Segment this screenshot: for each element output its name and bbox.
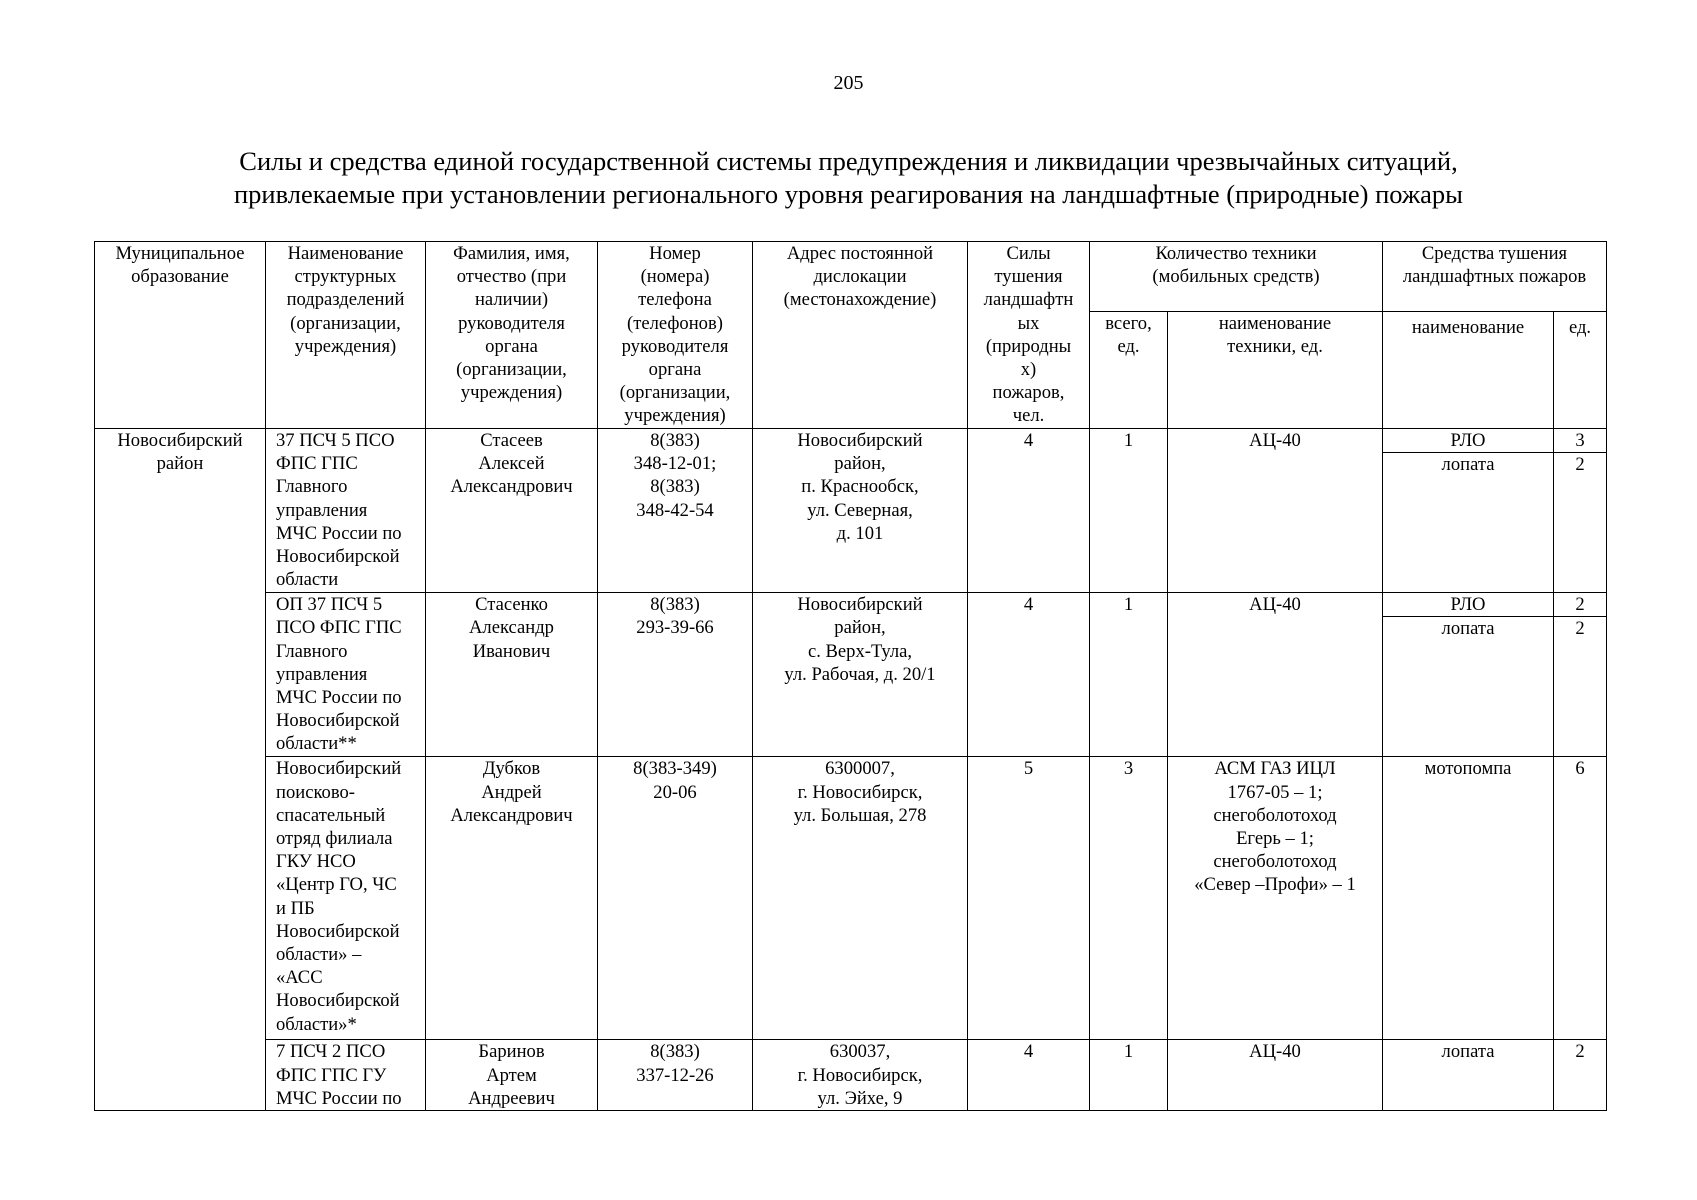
municipality-cell: Новосибирский район [95, 429, 266, 1111]
table-row [95, 757, 1607, 1040]
means-qty-cell: 2 [1554, 453, 1607, 593]
title-line-2: привлекаемые при установлении регионального уровня реагирования на ландшафтные (природные) пожары [234, 179, 1463, 209]
head-cell: Дубков Андрей Александрович [426, 757, 598, 1040]
page-number: 205 [833, 72, 864, 94]
address-cell: Новосибирский район, п. Краснообск, ул. Северная, д. 101 [753, 429, 968, 593]
header-vehicles-total: всего, ед. [1090, 312, 1168, 429]
vehicles-total-cell: 1 [1090, 1040, 1168, 1111]
document-title [0, 145, 1697, 211]
table-body [95, 429, 1607, 1111]
forces-cell: 4 [968, 1040, 1090, 1111]
vehicles-cell: АЦ-40 [1168, 593, 1383, 757]
vehicles-cell: АЦ-40 [1168, 1040, 1383, 1111]
means-qty-cell: 6 [1554, 757, 1607, 1040]
means-qty-cell: 2 [1554, 593, 1607, 617]
vehicles-cell: АЦ-40 [1168, 429, 1383, 593]
head-cell: Стасеев Алексей Александрович [426, 429, 598, 593]
means-name-cell: РЛО [1383, 593, 1554, 617]
means-name-cell: РЛО [1383, 429, 1554, 453]
address-cell: Новосибирский район, с. Верх-Тула, ул. Рабочая, д. 20/1 [753, 593, 968, 757]
header-vehicles-names: наименование техники, ед. [1168, 312, 1383, 429]
means-qty-cell: 2 [1554, 617, 1607, 757]
means-name-cell: лопата [1383, 1040, 1554, 1111]
header-unit-name: Наименование структурных подразделений (организации, учреждения) [266, 242, 426, 429]
forces-cell: 4 [968, 593, 1090, 757]
forces-cell: 5 [968, 757, 1090, 1040]
forces-table [94, 241, 1607, 1111]
header-head-name: Фамилия, имя, отчество (при наличии) руководителя органа (организации, учреждения) [426, 242, 598, 429]
phone-cell: 8(383-349) 20-06 [598, 757, 753, 1040]
address-cell: 6300007, г. Новосибирск, ул. Большая, 278 [753, 757, 968, 1040]
header-address: Адрес постоянной дислокации (местонахождение) [753, 242, 968, 429]
vehicles-cell: АСМ ГАЗ ИЦЛ 1767-05 – 1; снегоболотоход Егерь – 1; снегоболотоход «Север –Профи» – 1 [1168, 757, 1383, 1040]
phone-cell: 8(383) 337-12-26 [598, 1040, 753, 1111]
header-means-name: наименование [1383, 312, 1554, 429]
means-name-cell: лопата [1383, 617, 1554, 757]
table-row [95, 593, 1607, 617]
phone-cell: 8(383) 293-39-66 [598, 593, 753, 757]
head-cell: Стасенко Александр Иванович [426, 593, 598, 757]
unit-cell: Новосибирский поисково- спасательный отряд филиала ГКУ НСО «Центр ГО, ЧС и ПБ Новосибирской области» – «АСС Новосибирской области»* [266, 757, 426, 1040]
vehicles-total-cell: 1 [1090, 593, 1168, 757]
address-cell: 630037, г. Новосибирск, ул. Эйхе, 9 [753, 1040, 968, 1111]
header-vehicles-group: Количество техники (мобильных средств) [1090, 242, 1383, 312]
head-cell: Баринов Артем Андреевич [426, 1040, 598, 1111]
header-phone: Номер (номера) телефона (телефонов) руководителя органа (организации, учреждения) [598, 242, 753, 429]
means-name-cell: мотопомпа [1383, 757, 1554, 1040]
unit-cell: ОП 37 ПСЧ 5 ПСО ФПС ГПС Главного управления МЧС России по Новосибирской области** [266, 593, 426, 757]
header-means-group: Средства тушения ландшафтных пожаров [1383, 242, 1607, 312]
title-line-1: Силы и средства единой государственной системы предупреждения и ликвидации чрезвычайных ситуаций, [239, 146, 1458, 176]
table-header [95, 242, 1607, 429]
header-forces: Силы тушения ландшафтн ых (природны х) пожаров, чел. [968, 242, 1090, 429]
header-municipality: Муниципальное образование [95, 242, 266, 429]
unit-cell: 37 ПСЧ 5 ПСО ФПС ГПС Главного управления МЧС России по Новосибирской области [266, 429, 426, 593]
header-means-units: ед. [1554, 312, 1607, 429]
means-qty-cell: 3 [1554, 429, 1607, 453]
phone-cell: 8(383) 348-12-01; 8(383) 348-42-54 [598, 429, 753, 593]
table-row [95, 429, 1607, 453]
forces-cell: 4 [968, 429, 1090, 593]
table-row [95, 1040, 1607, 1111]
means-name-cell: лопата [1383, 453, 1554, 593]
vehicles-total-cell: 1 [1090, 429, 1168, 593]
unit-cell: 7 ПСЧ 2 ПСО ФПС ГПС ГУ МЧС России по [266, 1040, 426, 1111]
vehicles-total-cell: 3 [1090, 757, 1168, 1040]
means-qty-cell: 2 [1554, 1040, 1607, 1111]
